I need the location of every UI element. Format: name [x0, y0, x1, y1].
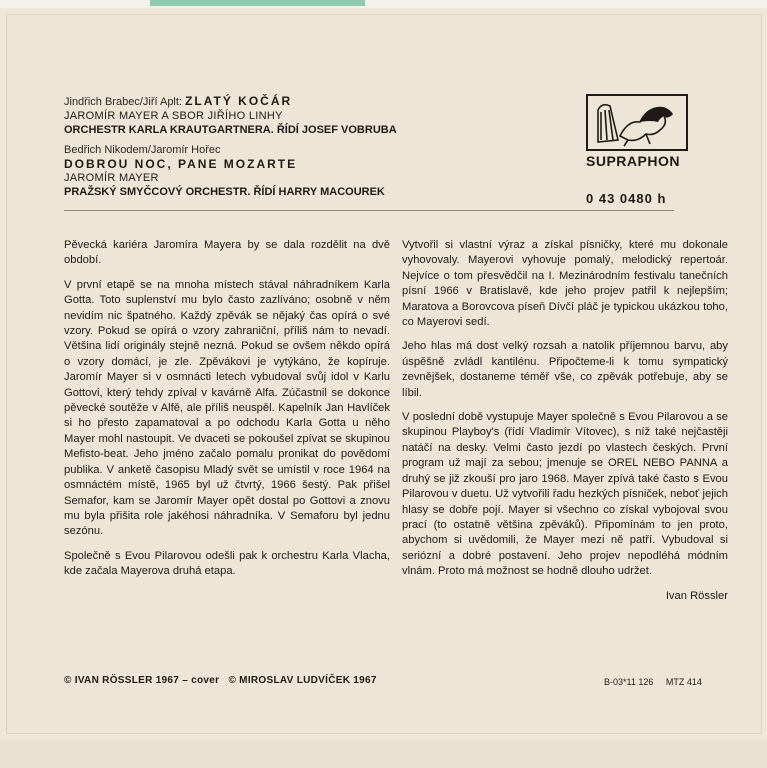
bottom-edge [0, 740, 767, 768]
article-paragraph: V první etapě se na mnoha místech stával náhradníkem Karla Gotta. Toto suplenství mu bylo často zazlíváno; osobně v něm nevidím nic špatného. Každý zpěvák se nějaký čas opírá o své vzory. Pokud se opírá o vzory zahraniční, příliš nám to nevadí. Většina lidí originály stejně nezná. Pokud se ovšem někdo opírá o vzory domácí, je zle. Zpěvákovi je vytýkáno, že kopíruje. Jaromír Mayer si v osmnácti letech vybudoval svůj idol v Karlu Gottovi, který tehdy zpíval v kavárně Alfa. Zúčastnil se dokonce pěvecké soutěže v Alfě, ale příliš neuspěl. Kapelník Jan Havlíček si ho přesto zapamatoval a po odchodu Karla Gotta u něho Mayer mohl nastoupit. Ve dvaceti se pokoušel zpívat se skupinou Mefisto-beat. Jeho jméno začalo pomalu pronikat do povědomí publika. V anketě časopisu Mladý svět se umístil v roce 1964 na osmnáctém místě, 1965 byl už čtvrtý, 1966 šestý. Pak přišel Semafor, kam se Jaromír Mayer opět dostal po Gottovi a znovu mu byla přišita role jakéhosi náhradníka. V Semaforu byl jednu sezónu. [64, 278, 390, 538]
track-b-orchestra: PRAŽSKÝ SMYČCOVÝ ORCHESTR. ŘÍDÍ HARRY MACOUREK [64, 186, 385, 198]
article-paragraph: Vytvořil si vlastní výraz a získal písničky, které mu dokonale vyhovovaly. Mayerovi vyhovuje pomalý, melodický repertoár. Nejvíce o tom přesvědčil na I. Mezinárodním festivalu tanečních písní 1966 v Bratislavě, kde jeho projev patřil k nejlepším; Maratova a Borovcova píseň Dívčí pláč je typickou ukázkou toho, co Mayerovi sedí. [402, 239, 728, 329]
track-a-credit: Jindřich Brabec/Jiří Aplt: [64, 96, 182, 108]
track-a-heading [64, 94, 464, 109]
article-column-left [64, 238, 390, 589]
print-code: B-03*11 126 [604, 677, 654, 687]
track-a-orchestra: ORCHESTR KARLA KRAUTGARTNERA. ŘÍDÍ JOSEF VOBRUBA [64, 124, 397, 136]
article-paragraph: Jeho hlas má dost velký rozsah a natolik příjemnou barvu, aby úspěšně zvládl kantilénu. Připočteme-li k tomu sympatický zevnějšek, dostaneme téměř vše, co zpěvák potřebuje, aby se líbil. [402, 340, 728, 399]
article-paragraph: V poslední době vystupuje Mayer společně s Evou Pilarovou a se skupinou Playboy's (řídí Vladimír Vítovec), s níž také nejčastěji natáčí na desky. Velmi často jezdí po vlastech českých. První program už mají za sebou; jmenuje se OREL NEBO PANNA a druhý se již zkouší pro jaro 1968. Mayer zpívá také často s Evou Pilarovou v duetu. Už vytvořili řadu hezkých písniček, neboť jejich hlasy se dobře pojí. Mayer si všechno co získal vybojoval svou prací (to ostatně většina zpěváků). Připomínám to jen proto, abychom si uvědomili, že Mayer mezi ně patří. Vybudoval si seriózní a dobré postavení. Jeho projev nepodléhá módním vlnám. Proto má možnost se hodně dlouho udržet. [402, 411, 728, 578]
catalog-number: 0 43 0480 h [586, 191, 667, 206]
track-a-title: ZLATÝ KOČÁR [185, 94, 293, 108]
article-author: Ivan Rössler [665, 589, 728, 602]
copyright-cover: © IVAN RÖSSLER 1967 – cover [64, 675, 220, 686]
track-b-title: DOBROU NOC, PANE MOZARTE [64, 157, 298, 171]
print-codes [604, 677, 712, 687]
green-sleeve-strip [150, 0, 365, 6]
divider-rule [64, 210, 674, 211]
supraphon-logo [586, 94, 688, 151]
copyright-line [64, 675, 383, 686]
article-column-right [402, 238, 728, 613]
article-paragraph: Společně s Evou Pilarovou odešli pak k orchestru Karla Vlacha, kde začala Mayerova druhá etapa. [64, 549, 390, 578]
top-edge [0, 0, 767, 8]
track-a-performer: JAROMÍR MAYER A SBOR JIŘÍHO LINHY [64, 110, 283, 122]
article-paragraph: Pěvecká kariéra Jaromíra Mayera by se dala rozdělit na dvě období. [64, 239, 390, 267]
track-b-performer: JAROMÍR MAYER [64, 172, 159, 184]
lion-harp-logo-icon [588, 96, 686, 149]
label-name: SUPRAPHON [586, 153, 680, 169]
track-listing [64, 94, 464, 199]
track-b-credit: Bedřich Nikodem/Jaromír Hořec [64, 144, 221, 156]
mtz-code: MTZ 414 [665, 677, 702, 687]
copyright-photo: © MIROSLAV LUDVÍČEK 1967 [228, 675, 377, 686]
